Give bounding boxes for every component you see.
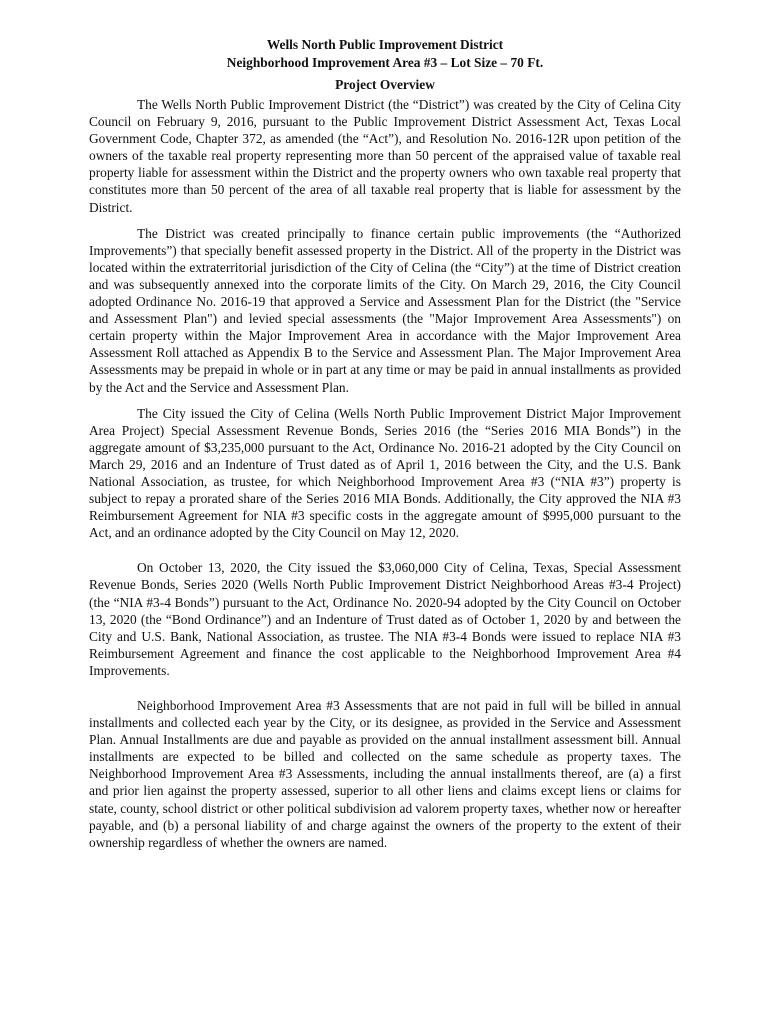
paragraph-district-creation: The Wells North Public Improvement District (the “District”) was created by the City of Celina City Council on February 9, 2016, pursuant to the Public Improvement District Assessment Act, Texas Local Government Code, Chapter 372, as amended (the “Act”), and Resolution No. 2016-12R upon petition of the owners of the taxable real property representing more than 50 percent of the appraised value of taxable real property liable for assessment within the District and the property owners who own taxable real property that constitutes more than 50 percent of the area of all taxable real property that is liable for assessment by the District.: [89, 97, 681, 215]
paragraph-assessment-installments: Neighborhood Improvement Area #3 Assessments that are not paid in full will be billed in annual installments and collected each year by the City, or its designee, as provided in the Service and Assessment Plan. Annual Installments are due and payable as provided on the annual installment assessment bill. Annual installments are expected to be billed and collected on the same schedule as property taxes. The Neighborhood Improvement Area #3 Assessments, including the annual installments thereof, are (a) a first and prior lien against the property assessed, superior to all other liens and claims except liens or claims for state, county, school district or other political subdivision ad valorem property taxes, whether now or hereafter payable, and (b) a personal liability of and charge against the owners of the property to the extent of their ownership regardless of whether the owners are named.: [89, 698, 681, 850]
section-heading-project-overview: Project Overview: [335, 77, 435, 92]
area-lot-size-title: Neighborhood Improvement Area #3 – Lot Size – 70 Ft.: [226, 55, 544, 70]
paragraph-series-2016-bonds: The City issued the City of Celina (Wells North Public Improvement District Major Improvement Area Project) Special Assessment Revenue Bonds, Series 2016 (the “Series 2016 MIA Bonds”) in the aggregate amount of $3,235,000 pursuant to the Act, Ordinance No. 2016-21 adopted by the City Council on March 29, 2016 and an Indenture of Trust dated as of April 1, 2016 between the City, and the U.S. Bank National Association, as trustee, for which Neighborhood Improvement Area #3 (“NIA #3”) property is subject to repay a prorated share of the Series 2016 MIA Bonds. Additionally, the City approved the NIA #3 Reimbursement Agreement for NIA #3 specific costs in the aggregate amount of $995,000 pursuant to the Act, and an ordinance adopted by the City Council on May 12, 2020.: [89, 405, 681, 541]
document-page: [89, 36, 681, 860]
district-title: Wells North Public Improvement District: [266, 37, 504, 52]
paragraph-nia-3-4-bonds: On October 13, 2020, the City issued the $3,060,000 City of Celina, Texas, Special Assessment Revenue Bonds, Series 2020 (Wells North Public Improvement District Neighborhood Areas #3-4 Project) (the “NIA #3-4 Bonds”) pursuant to the Act, Ordinance No. 2020-94 adopted by the City Council on October 13, 2020 (the “Bond Ordinance”) and an Indenture of Trust dated as of October 1, 2020 by and between the City and U.S. Bank, National Association, as trustee. The NIA #3-4 Bonds were issued to replace NIA #3 Reimbursement Agreement and finance the cost applicable to the Neighborhood Improvement Area #4 Improvements.: [89, 560, 681, 678]
paragraph-authorized-improvements: The District was created principally to finance certain public improvements (the “Authorized Improvements”) that specially benefit assessed property in the District. All of the property in the District was located within the extraterritorial jurisdiction of the City of Celina (the “City”) at the time of District creation and was subsequently annexed into the corporate limits of the City. On March 29, 2016, the City Council adopted Ordinance No. 2016-19 that approved a Service and Assessment Plan for the District (the "Service and Assessment Plan") and levied special assessments (the "Major Improvement Area Assessments") on certain property within the Major Improvement Area in accordance with the Major Improvement Area Assessment Roll attached as Appendix B to the Service and Assessment Plan. The Major Improvement Area Assessments may be prepaid in whole or in part at any time or may be paid in annual installments as provided by the Act and the Service and Assessment Plan.: [89, 225, 681, 395]
